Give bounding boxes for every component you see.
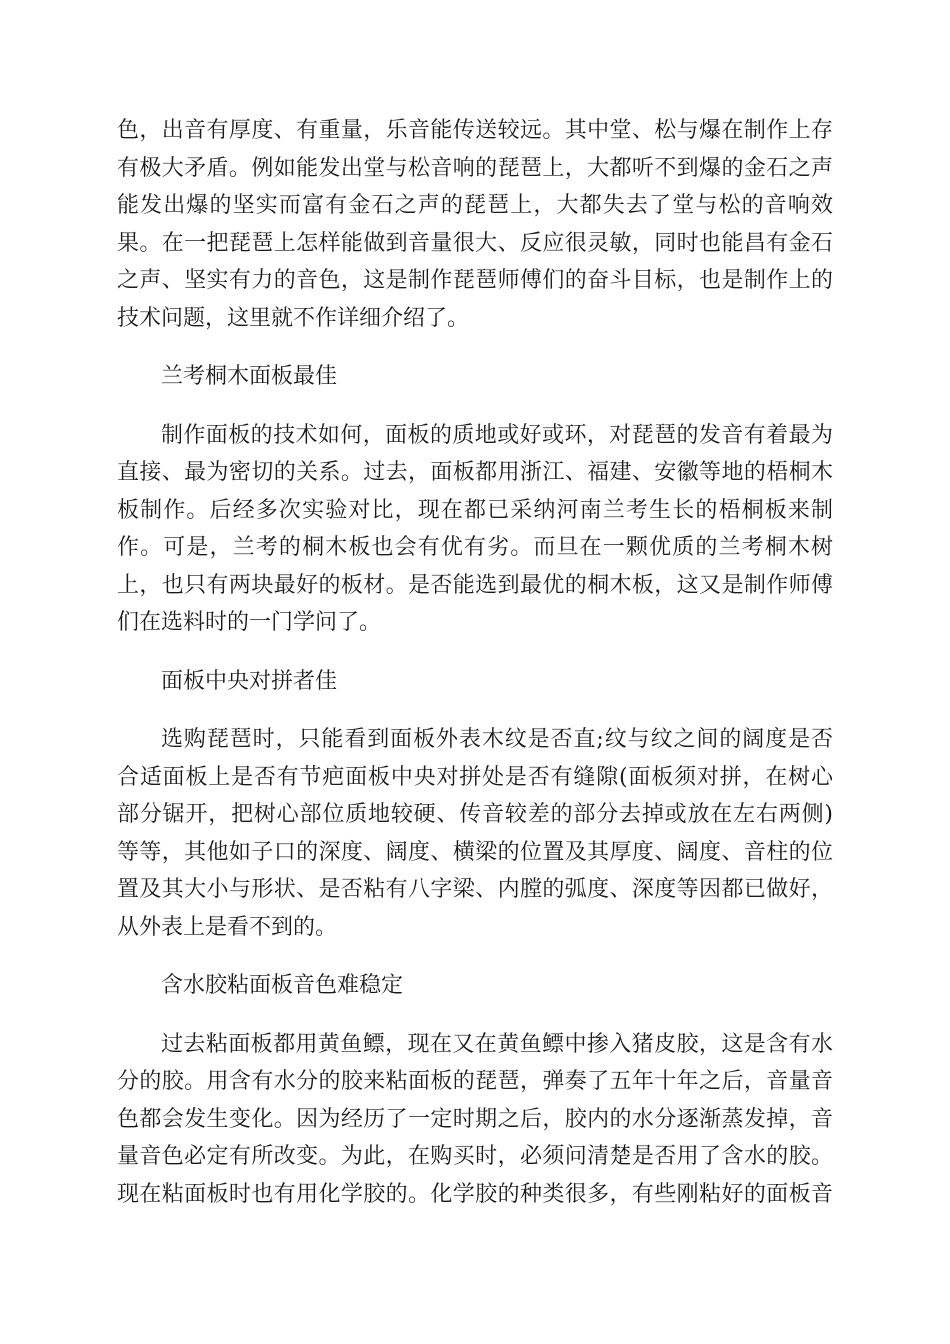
text-line: 置及其大小与形状、是否粘有八字梁、内膛的弧度、深度等因都已做好， xyxy=(117,877,833,902)
text-line: 选购琵琶时，只能看到面板外表木纹是否直;纹与纹之间的阔度是否 xyxy=(161,727,833,752)
text-line: 色，出音有厚度、有重量，乐音能传送较远。其中堂、松与爆在制作上存 xyxy=(117,118,833,143)
text-line: 过去粘面板都用黄鱼鳔，现在又在黄鱼鳔中掺入猪皮胶，这是含有水 xyxy=(161,1031,833,1057)
text-line: 有极大矛盾。例如能发出堂与松音响的琵琶上，大都听不到爆的金石之声 xyxy=(117,155,833,181)
text-line: 能发出爆的坚实而富有金石之声的琵琶上，大都失去了堂与松的音响效 xyxy=(117,193,833,218)
text-line: 分的胶。用含有水分的胶来粘面板的琵琶，弹奏了五年十年之后，音量音 xyxy=(117,1069,833,1094)
text-line: 技术问题，这里就不作详细介绍了。 xyxy=(117,305,470,331)
paragraph-spacer xyxy=(117,642,833,663)
paragraph xyxy=(117,112,833,337)
text-line: 之声、坚实有力的音色，这是制作琵琶师傅们的奋斗目标，也是制作上的 xyxy=(117,268,833,293)
text-line: 直接、最为密切的关系。过去，面板都用浙江、福建、安徽等地的梧桐木 xyxy=(117,460,833,485)
paragraph xyxy=(117,1026,833,1214)
text-line: 板制作。后经多次实验对比，现在都已采纳河南兰考生长的梧桐板来制 xyxy=(117,497,833,523)
section-heading: 含水胶粘面板音色难稳定 xyxy=(161,973,404,998)
paragraph-spacer xyxy=(117,946,833,967)
document-body xyxy=(117,112,833,1213)
text-line: 等等，其他如子口的深度、阔度、横梁的位置及其厚度、阔度、音柱的位 xyxy=(117,839,833,865)
text-line: 现在粘面板时也有用化学胶的。化学胶的种类很多，有些刚粘好的面板音 xyxy=(117,1181,833,1207)
text-line: 制作面板的技术如何，面板的质地或好或环，对琵琶的发音有着最为 xyxy=(161,422,833,448)
paragraph xyxy=(117,721,833,946)
text-line: 合适面板上是否有节疤面板中央对拼处是否有缝隙(面板须对拼，在树心 xyxy=(117,764,833,790)
text-line: 量音色必定有所改变。为此，在购买时，必须问清楚是否用了含水的胶。 xyxy=(117,1144,833,1169)
paragraph xyxy=(117,417,833,642)
paragraph-spacer xyxy=(117,700,833,721)
text-line: 色都会发生变化。因为经历了一定时期之后，胶内的水分逐渐蒸发掉，音 xyxy=(117,1106,833,1132)
text-line: 上，也只有两块最好的板材。是否能选到最优的桐木板，这又是制作师傅 xyxy=(117,572,833,598)
text-line: 们在选料时的一门学问了。 xyxy=(117,610,382,635)
paragraph-spacer xyxy=(117,337,833,358)
paragraph-spacer xyxy=(117,1005,833,1026)
section-heading: 兰考桐木面板最佳 xyxy=(161,364,338,389)
text-line: 部分锯开，把树心部位质地较硬、传音较差的部分去掉或放在左右两侧) xyxy=(117,802,833,827)
section-heading: 面板中央对拼者佳 xyxy=(161,668,338,694)
text-line: 果。在一把琵琶上怎样能做到音量很大、反应很灵敏，同时也能昌有金石 xyxy=(117,230,833,256)
text-line: 从外表上是看不到的。 xyxy=(117,914,338,940)
text-line: 作。可是，兰考的桐木板也会有优有劣。而旦在一颗优质的兰考桐木树 xyxy=(117,535,833,560)
paragraph-spacer xyxy=(117,396,833,417)
